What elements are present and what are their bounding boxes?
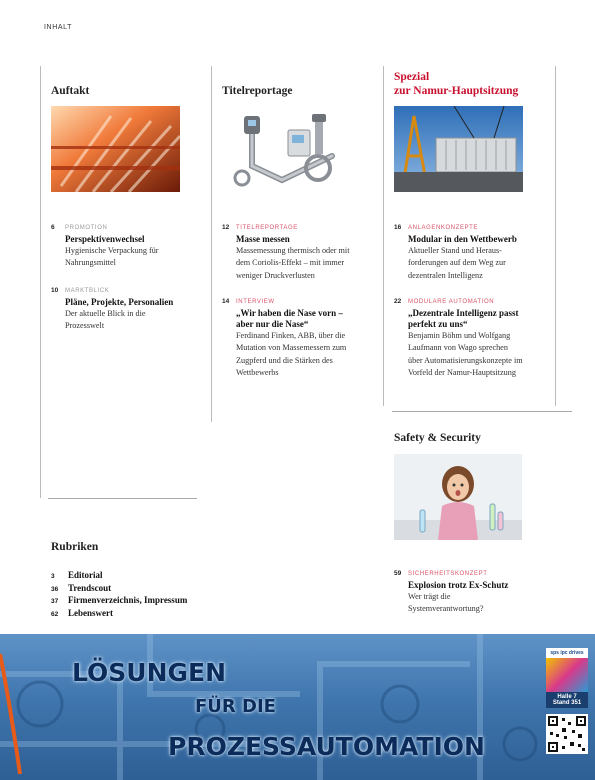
description: Ferdinand Finken, ABB, über die Mutation von Massemessern zum Zugpferd und die Stärken des Wettbewerbs bbox=[236, 331, 347, 377]
description: Benjamin Böhm und Wolfgang Laufmann von Wago sprechen über Automatisierungskonzepte im Vorfeld der Namur-Hauptsitzung bbox=[408, 331, 523, 377]
rubrik-row[interactable]: 36 Trendscout bbox=[51, 582, 112, 593]
banner-line-3: PROZESSAUTOMATION bbox=[168, 732, 485, 761]
description: Aktueller Stand und Heraus- forderungen auf dem Weg zur dezentralen Intelligenz bbox=[408, 246, 506, 280]
banner-line-1: LÖSUNGEN bbox=[72, 658, 227, 687]
kicker: MARKTBLICK bbox=[65, 288, 110, 294]
badge-stand: Stand 351 bbox=[552, 700, 582, 706]
toc-item-10[interactable]: 10 MARKTBLICK Pläne, Projekte, Personalien Der aktuelle Blick in die Prozesswelt bbox=[51, 287, 211, 333]
headline: Perspektivenwechsel bbox=[65, 234, 145, 244]
column-rule-1 bbox=[40, 66, 41, 498]
rubrik-row[interactable]: 37 Firmenverzeichnis, Impressum bbox=[51, 595, 188, 605]
headline: Modular in den Wettbewerb bbox=[408, 234, 517, 244]
toc-item-6[interactable]: 6 PROMOTION Perspektivenwechsel Hygienische Verpackung für Nahrungsmittel bbox=[51, 224, 211, 270]
headline: Explosion trotz Ex-Schutz bbox=[408, 580, 509, 590]
headline: Masse messen bbox=[236, 234, 290, 244]
titelreportage-image bbox=[222, 106, 353, 192]
column-rule-3 bbox=[383, 66, 384, 406]
description: Wer trägt die Systemverantwortung? bbox=[408, 592, 484, 614]
toc-item-16[interactable]: 16 ANLAGENKONZEPTE Modular in den Wettbewerb Aktueller Stand und Heraus- forderungen auf dem Weg zur dezentralen Intelligenz bbox=[394, 224, 554, 282]
description: Massemessung thermisch oder mit dem Coriolis-Effekt – mit immer weniger Druckverlusten bbox=[236, 246, 350, 280]
section-title-spezial: Spezial zur Namur-Hauptsitzung bbox=[394, 71, 519, 97]
rubriken-list bbox=[51, 570, 187, 620]
headline: „Dezentrale Intelligenz passt perfekt zu uns“ bbox=[408, 308, 519, 329]
kicker: MODULARE AUTOMATION bbox=[408, 299, 495, 305]
spezial-image bbox=[394, 106, 523, 192]
kicker: TITELREPORTAGE bbox=[236, 225, 298, 231]
qr-code-icon bbox=[546, 714, 588, 754]
rubrik-row[interactable]: 3 Editorial bbox=[51, 570, 103, 580]
toc-item-22[interactable]: 22 MODULARE AUTOMATION „Dezentrale Intelligenz passt perfekt zu uns“ Benjamin Böhm und Wolfgang Laufmann von Wago sprechen über Automatisierungskonzepte im Vorfeld der Namur-Hauptsitzung bbox=[394, 298, 554, 379]
rubrik-row[interactable]: 62 Lebenswert bbox=[51, 607, 113, 618]
safety-image bbox=[394, 454, 522, 540]
toc-item-12[interactable]: 12 TITELREPORTAGE Masse messen Massemessung thermisch oder mit dem Coriolis-Effekt – mit immer weniger Druckverlusten bbox=[222, 224, 382, 282]
ad-banner[interactable] bbox=[0, 634, 595, 780]
auftakt-image bbox=[51, 106, 180, 192]
kicker: ANLAGENKONZEPTE bbox=[408, 225, 479, 231]
kicker: SICHERHEITSKONZEPT bbox=[408, 571, 488, 577]
headline: Pläne, Projekte, Personalien bbox=[65, 297, 174, 307]
rubriken-divider bbox=[48, 498, 197, 499]
running-head: INHALT bbox=[44, 24, 72, 31]
toc-item-59[interactable]: 59 SICHERHEITSKONZEPT Explosion trotz Ex-Schutz Wer trägt die Systemverantwortung? bbox=[394, 570, 554, 616]
section-title-auftakt: Auftakt bbox=[51, 85, 90, 97]
column-rule-2 bbox=[211, 66, 212, 422]
badge-brand: sps ipc drives bbox=[546, 648, 588, 658]
section-title-titelreportage: Titelreportage bbox=[222, 85, 293, 97]
headline: „Wir haben die Nase vorn – aber nur die Nase“ bbox=[236, 308, 343, 329]
section-title-safety: Safety & Security bbox=[394, 432, 481, 444]
badge-hall: Halle 7 bbox=[557, 694, 577, 700]
toc-item-14[interactable]: 14 INTERVIEW „Wir haben die Nase vorn – aber nur die Nase“ Ferdinand Finken, ABB, über die Mutation von Massemessern zum Zugpferd und die Stärken des Wettbewerbs bbox=[222, 298, 382, 379]
safety-divider bbox=[392, 411, 572, 412]
section-title-rubriken: Rubriken bbox=[51, 541, 99, 553]
banner-line-2: FÜR DIE bbox=[195, 696, 276, 717]
description: Hygienische Verpackung für Nahrungsmittel bbox=[65, 246, 159, 268]
trade-fair-badge[interactable] bbox=[546, 648, 588, 774]
kicker: INTERVIEW bbox=[236, 299, 275, 305]
column-rule-4 bbox=[555, 66, 556, 406]
kicker: PROMOTION bbox=[65, 225, 108, 231]
badge-graphic bbox=[546, 658, 588, 692]
description: Der aktuelle Blick in die Prozesswelt bbox=[65, 309, 146, 331]
